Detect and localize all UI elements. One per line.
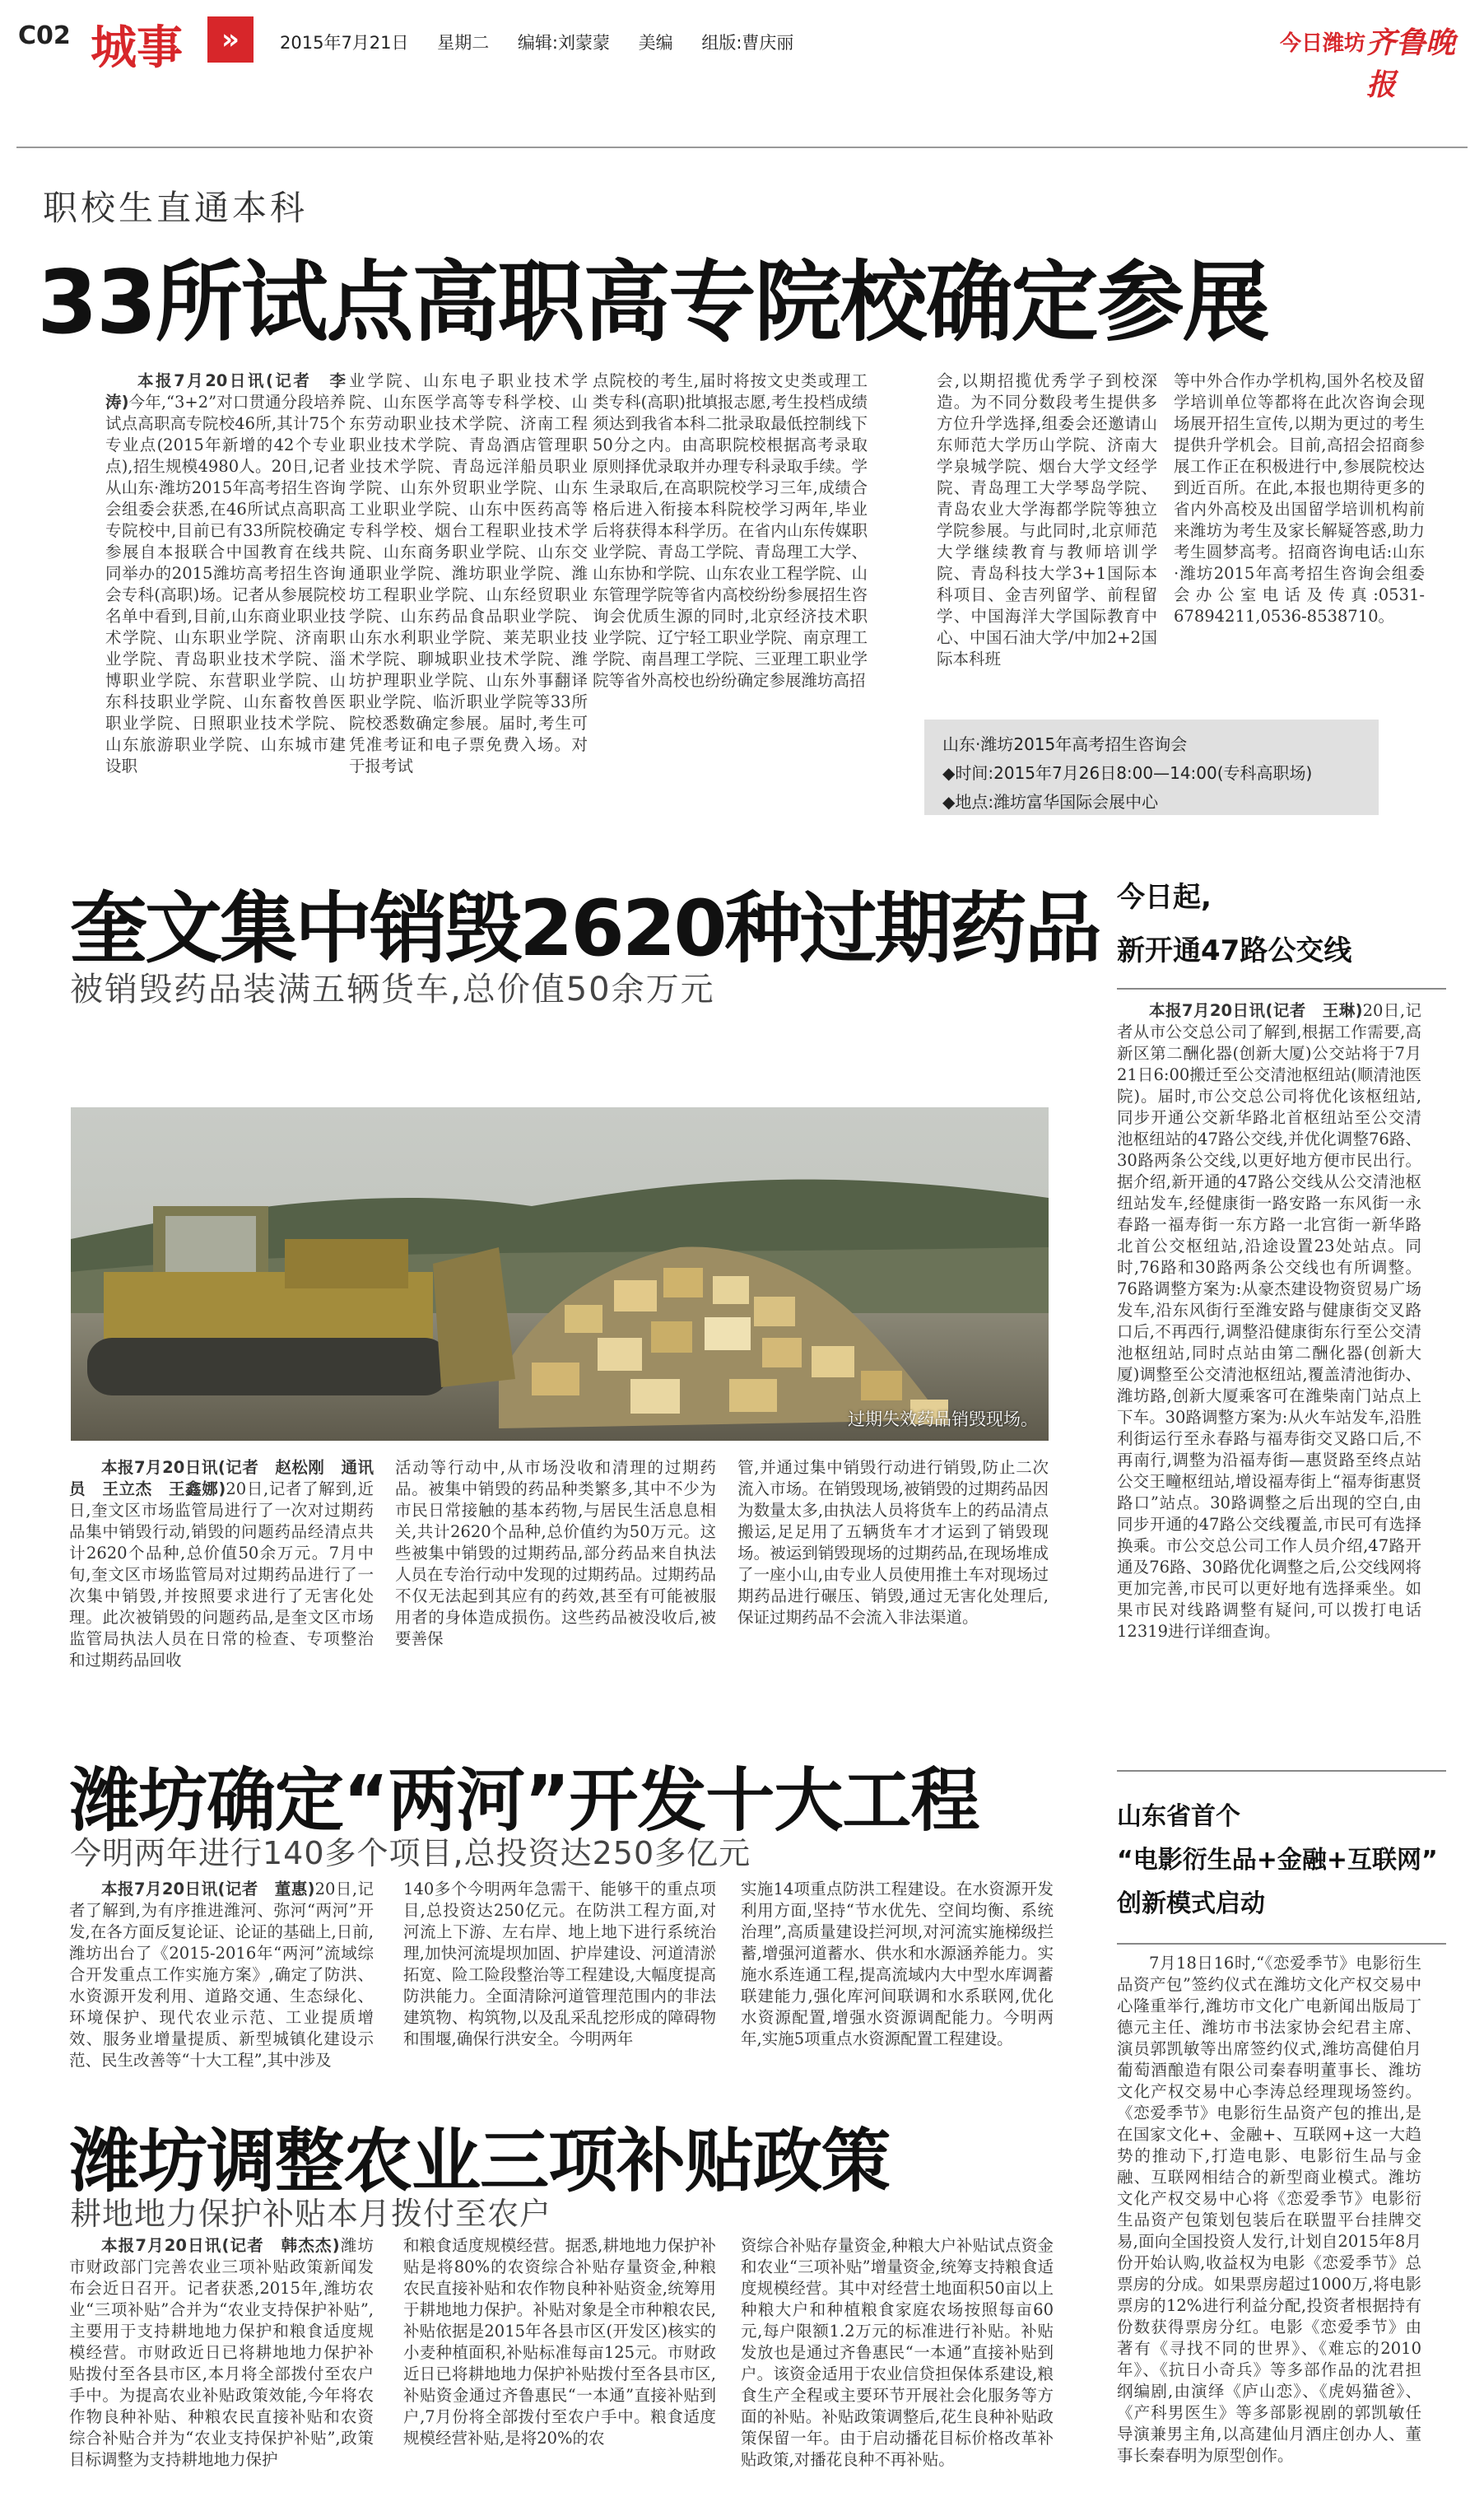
- side1-divider: [1117, 988, 1446, 990]
- a3-col1-text: 20日,记者了解到,为有序推进潍河、弥河“两河”开发,在各方面反复论证、论证的基础上,日前,潍坊出台了《2015-2016年“两河”流域综合开发重点工作实施方案》,确定了防洪、水资源开发利用、道路交通、生态绿化、环境保护、现代农业示范、工业提质增效、服务业增量提质、新型城镇化建设示范、民生改善等“十大工程”,其中涉及: [69, 1880, 374, 2070]
- a4-byline: 本报7月20日讯(记者 韩杰杰): [101, 2236, 340, 2255]
- side2-body-text: 7月18日16时,“《恋爱季节》电影衍生品资产包”签约仪式在潍坊文化产权交易中心隆重举行,潍坊市文化广电新闻出版局丁德元主任、潍坊市书法家协会纪君主席、演员郭凯敏等出席签约仪式,潍坊高健伯月葡萄酒酿造有限公司秦春明董事长、潍坊文化产权交易中心李涛总经理现场签约。《恋爱季节》电影衍生品资产包的推出,是在国家文化+、金融+、互联网+这一大趋势的推动下,打造电影、电影衍生品与金融、互联网相结合的新型商业模式。潍坊文化产权交易中心将《恋爱季节》电影衍生品资产包策划包装后在联盟平台挂牌交易,面向全国投资人发行,计划自2015年8月份开始认购,收益权为电影《恋爱季节》总票房的分成。如果票房超过1000万,将电影票房的12%进行利益分配,投资者根据持有份数获得票房分红。电影《恋爱季节》由著有《寻找不同的世界》、《难忘的2010年》、《抗日小奇兵》等多部作品的沈君担纲编剧,由演绎《庐山恋》、《虎妈猫爸》、《产科男医生》等多部影视剧的郭凯敏任导演兼男主角,以高建仙月酒庄创办人、董事长秦春明为原型创作。: [1117, 1954, 1421, 2465]
- side2-top-divider: [1117, 1770, 1446, 1772]
- bulldozer-photo-image: [71, 1107, 1049, 1441]
- section-name: 城事: [91, 21, 183, 75]
- a4-column-1: [69, 2235, 374, 2499]
- section-arrow-icon: »: [207, 16, 254, 63]
- info-box-title: 山东·潍坊2015年高考招生咨询会: [942, 734, 1188, 754]
- header-date: 2015年7月21日: [280, 33, 409, 53]
- a1-info-box: [924, 720, 1379, 815]
- a1-col1-text: 今年,“3+2”对口贯通分段培养试点高职高专院校46所,其计75个专业点(2015年新增的42个专业点),招生规模4980人。20日,记者从山东·潍坊2015年高考招生咨询会组委会获悉,在46所试点高职高专院校中,目前已有33所院校确定参展自本报联合中国教育在线共同举办的2015潍坊高考招生咨询会专科(高职)场。记者从参展院校名单中看到,目前,山东商业职业技术学院、山东职业学院、济南职业学院、青岛职业技术学院、淄博职业学院、东营职业学院、山东科技职业学院、山东畜牧兽医职业学院、日照职业技术学院、山东旅游职业学院、山东城市建设职: [105, 393, 346, 776]
- side1-headline-line2: 新开通47路公交线: [1117, 934, 1352, 967]
- a2-col2-text: 活动等行动中,从市场没收和清理的过期药品。被集中销毁的药品种类繁多,其中不少为市民日常接触的基本药物,与居民生活息息相关,共计2620个品种,总价值约为50万元。这些被集中销毁的过期药品,部分药品来自执法人员在专治行动中发现的过期药品。过期药品不仅无法起到其应有的药效,甚至有可能被服用者的身体造成损伤。这些药品被没收后,被要善保: [395, 1458, 716, 1648]
- side2-headline-line2: “电影衍生品+金融+互联网”: [1117, 1846, 1438, 1875]
- a2-column-3: [737, 1457, 1049, 1679]
- a1-headline: 33所试点高职高专院校确定参展: [37, 252, 1268, 353]
- header-weekday: 星期二: [437, 33, 490, 53]
- side1-body-text: 20日,记者从市公交总公司了解到,根据工作需要,高新区第二酬化器(创新大厦)公交站将于7月21日6:00搬迁至公交清池枢纽站(顺清池医院)。届时,市公交总公司将优化该枢纽站,同步开通公交新华路北首枢纽站至公交清池枢纽站的47路公交线,并优化调整76路、30路两条公交线,以更好地方便市民出行。据介绍,新开通的47路公交线从公交清池枢纽站发车,经健康街一路安路一东风街一永春路一福寿街一东方路一北宫街一新华路北首公交枢纽站,沿途设置23处站点。同时,76路和30路两条公交线也有所调整。76路调整方案为:从豪杰建设物资贸易广场发车,沿东风街行至潍安路与健康街交叉路口后,不再西行,调整沿健康街东行至公交清池枢纽站,同时点站由第二酬化器(创新大厦)调整至公交清池枢纽站,覆盖清池街办、潍坊路,创新大厦乘客可在潍柴南门站点上下车。30路调整方案为:从火车站发车,沿胜利街运行至永春路与福寿街交叉路口后,不再南行,调整为沿福寿街—惠贤路至终点站公交王疃枢纽站,增设福寿街上“福寿街惠贤路口”站点。30路调整之后出现的空白,由同步开通的47路公交线覆盖,市民可有选择换乘。市公交总公司工作人员介绍,47路开通及76路、30路优化调整之后,公交线网将更加完善,市民可以更好地有选择乘坐。如果市民对线路调整有疑问,可以拨打电话12319进行详细查询。: [1117, 1001, 1421, 1641]
- a2-photo-caption: 过期失效药品销毁现场。: [848, 1409, 1038, 1429]
- a2-col3-text: 管,并通过集中销毁行动进行销毁,防止二次流入市场。在销毁现场,被销毁的过期药品因为数量太多,由执法人员将货车上的药品清点搬运,足足用了五辆货车才才运到了销毁现场。被运到销毁现场的过期药品,在现场堆成了一座小山,由专业人员使用推土车对现场过期药品进行碾压、销毁,通过无害化处理后,保证过期药品不会流入非法渠道。: [737, 1458, 1049, 1627]
- header-divider: [16, 147, 1468, 148]
- a4-col2-text: 和粮食适度规模经营。据悉,耕地地力保护补贴是将80%的农资综合补贴存量资金,种粮农民直接补贴和农作物良种补贴资金,统筹用于耕地地力保护。补贴对象是全市种粮农民,补贴依据是2015年各县市区(开发区)核实的小麦种植面积,补贴标准每亩125元。市财政近日已将耕地地力保护补贴拨付至各县市区,补贴资金通过齐鲁惠民“一本通”直接补贴到户,7月份将全部拨付至农户手中。粮食适度规模经营补贴,是将20%的农: [403, 2236, 716, 2448]
- side2-headline-line1: 山东省首个: [1117, 1802, 1240, 1831]
- a2-subtitle: 被销毁药品装满五辆货车,总价值50余万元: [70, 971, 715, 1009]
- a1-col2-text: 业学院、山东电子职业技术学院、山东医学高等专科学校、山东劳动职业技术学院、济南工程职业技术学院、青岛酒店管理职业技术学院、青岛远洋船员职业学院、山东外贸职业学院、山东工业职业学院、山东中医药高等专科学校、烟台工程职业技术学院、山东商务职业学院、山东交通职业学院、潍坊职业学院、潍坊工程职业学院、山东经贸职业学院、山东药品食品职业学院、山东水利职业学院、莱芜职业技术学院、聊城职业技术学院、潍坊护理职业学院、山东外事翻译职业学院、临沂职业学院等33所院校悉数确定参展。届时,考生可凭准考证和电子票免费入场。对于报考试: [349, 371, 588, 776]
- a4-col1-text: 潍坊市财政部门完善农业三项补贴政策新闻发布会近日召开。记者获悉,2015年,潍坊农业“三项补贴”合并为“农业支持保护补贴”,主要用于支持耕地地力保护和粮食适度规模经营。市财政近日已将耕地地力保护补贴拨付至各县市区,本月将全部拨付至农户手中。为提高农业补贴政策效能,今年将农作物良种补贴、种粮农民直接补贴和农资综合补贴合并为“农业支持保护补贴”,政策目标调整为支持耕地地力保护: [69, 2236, 374, 2469]
- a4-column-2: [403, 2235, 716, 2499]
- side2-headline-line3: 创新模式启动: [1117, 1889, 1265, 1918]
- a2-headline: 奎文集中销毁2620种过期药品: [70, 884, 1100, 974]
- a1-col4-text: 会,以期招揽优秀学子到校深造。为不同分数段考生提供多方位升学选择,组委会还邀请山东师范大学历山学院、济南大学泉城学院、烟台大学文经学院、青岛理工大学琴岛学院、青岛农业大学海都学院等独立学院参展。与此同时,北京师范大学继续教育与教师培训学院、青岛科技大学3+1国际本科项目、金吉列留学、前程留学、中国海洋大学国际教育中心、中国石油大学/中加2+2国际本科班: [937, 371, 1157, 669]
- masthead: [0, 0, 1484, 102]
- info-box-place: ◆地点:潍坊富华国际会展中心: [942, 792, 1159, 812]
- side2-body: [1117, 1953, 1421, 2496]
- a2-col1-text: 20日,记者了解到,近日,奎文区市场监管局进行了一次对过期药品集中销毁行动,销毁的问题药品经清点共计2620个品种,总价值50余万元。7月中旬,奎文区市场监管局对过期药品进行了一次集中销毁,并按照要求进行了无害化处理。此次被销毁的问题药品,是奎文区市场监管局执法人员在日常的检查、专项整治和过期药品回收: [69, 1479, 374, 1670]
- page-number: C02: [18, 21, 71, 50]
- header-meta: [280, 30, 816, 54]
- a1-column-4: [937, 370, 1157, 704]
- side1-headline-line1: 今日起,: [1117, 881, 1212, 914]
- a3-column-1: [69, 1879, 374, 2093]
- a1-byline: 本报7月20日讯(记者 李涛): [105, 371, 346, 412]
- side2-divider: [1117, 1943, 1446, 1945]
- a4-headline: 潍坊调整农业三项补贴政策: [70, 2121, 891, 2201]
- a1-column-2: [349, 370, 588, 786]
- a4-subtitle: 耕地地力保护补贴本月拨付至农户: [70, 2196, 552, 2232]
- a3-column-2: [403, 1879, 716, 2093]
- brand-today: 今日潍坊: [1280, 31, 1366, 56]
- a1-col5-text: 等中外合作办学机构,国外名校及留学培训单位等都将在此次咨询会现场展开招生宣传,以期为更过的考生提供升学机会。目前,高招会招商参展工作正在积极进行中,参展院校达到近百所。在此,本报也期待更多的省内外高校及出国留学培训机构前来潍坊为考生及家长解疑答惑,助力考生圆梦高考。招商咨询电话:山东·潍坊2015年高考招生咨询会组委会办公室电话及传真:0531-67894211,0536-8538710。: [1174, 371, 1425, 626]
- a4-column-3: [741, 2235, 1054, 2499]
- a2-byline: 本报7月20日讯(记者 赵松刚 通讯员 王立杰 王鑫娜): [69, 1458, 374, 1498]
- a3-subtitle: 今明两年进行140多个项目,总投资达250多亿元: [70, 1835, 751, 1871]
- a2-column-2: [395, 1457, 716, 1679]
- header-proof: 组版:曹庆丽: [701, 33, 794, 53]
- info-box-time: ◆时间:2015年7月26日8:00—14:00(专科高职场): [942, 763, 1313, 783]
- a1-column-3: [593, 370, 868, 786]
- a1-col3-text: 点院校的考生,届时将按文史类或理工类专科(高职)批填报志愿,考生投档成绩须达到我省本科二批录取最低控制线下50分之内。由高职院校根据高考录取原则择优录取并办理专科录取手续。学生录取后,在高职院校学习三年,成绩合格后进入衔接本科院校学习两年,毕业后将获得本科学历。在省内山东传媒职业学院、青岛工学院、青岛理工大学、山东协和学院、山东农业工程学院、山东管理学院等省内高校纷纷参展招生咨询会优质生源的同时,北京经济技术职业学院、辽宁轻工职业学院、南京理工学院、南昌理工学院、三亚理工职业学院等省外高校也纷纷确定参展潍坊高招: [593, 371, 868, 690]
- a3-column-3: [741, 1879, 1054, 2093]
- a3-col2-text: 140多个今明两年急需干、能够干的重点项目,总投资达250亿元。在防洪工程方面,对河流上下游、左右岸、地上地下进行系统治理,加快河流堤坝加固、护岸建设、河道清淤拓宽、险工险段整治等工程建设,大幅度提高防洪能力。全面清除河道管理范围内的非法建筑物、构筑物,以及乱采乱挖形成的障碍物和围堰,确保行洪安全。今明两年: [403, 1880, 716, 2048]
- a2-photo: [71, 1107, 1049, 1441]
- side1-body: [1117, 1000, 1421, 1733]
- a3-headline: 潍坊确定“两河”开发十大工程: [70, 1760, 979, 1841]
- a3-col3-text: 实施14项重点防洪工程建设。在水资源开发利用方面,坚持“节水优先、空间均衡、系统治理”,高质量建设拦河坝,对河流实施梯级拦蓄,增强河道蓄水、供水和水源涵养能力。实施水系连通工程,提高流域内大中型水库调蓄联建能力,强化库河间联调和水系联网,优化水资源配置,增强水资源调配能力。今明两年,实施5项重点水资源配置工程建设。: [741, 1880, 1054, 2048]
- header-editor: 编辑:刘蒙蒙: [517, 33, 610, 53]
- a2-column-1: [69, 1457, 374, 1679]
- a1-column-1: [105, 370, 346, 786]
- side1-byline: 本报7月20日讯(记者 王琳): [1149, 1001, 1363, 1020]
- a1-kicker: 职校生直通本科: [43, 188, 309, 228]
- brand-logo: 齐鲁晚报: [1366, 26, 1456, 102]
- header-art-editor: 美编: [638, 33, 673, 53]
- a1-column-5: [1174, 370, 1425, 704]
- a4-col3-text: 资综合补贴存量资金,种粮大户补贴试点资金和农业“三项补贴”增量资金,统筹支持粮食适度规模经营。其中对经营土地面积50亩以上种粮大户和种植粮食家庭农场按照每亩60元,每户限额1.2万元的标准进行补贴。补贴发放也是通过齐鲁惠民“一本通”直接补贴到户。该资金适用于农业信贷担保体系建设,粮食生产全程或主要环节开展社会化服务等方面的补贴。补贴政策调整后,花生良种补贴政策保留一年。由于启动播花目标价格改革补贴政策,对播花良种不再补贴。: [741, 2236, 1054, 2469]
- a3-byline: 本报7月20日讯(记者 董惠): [101, 1880, 315, 1898]
